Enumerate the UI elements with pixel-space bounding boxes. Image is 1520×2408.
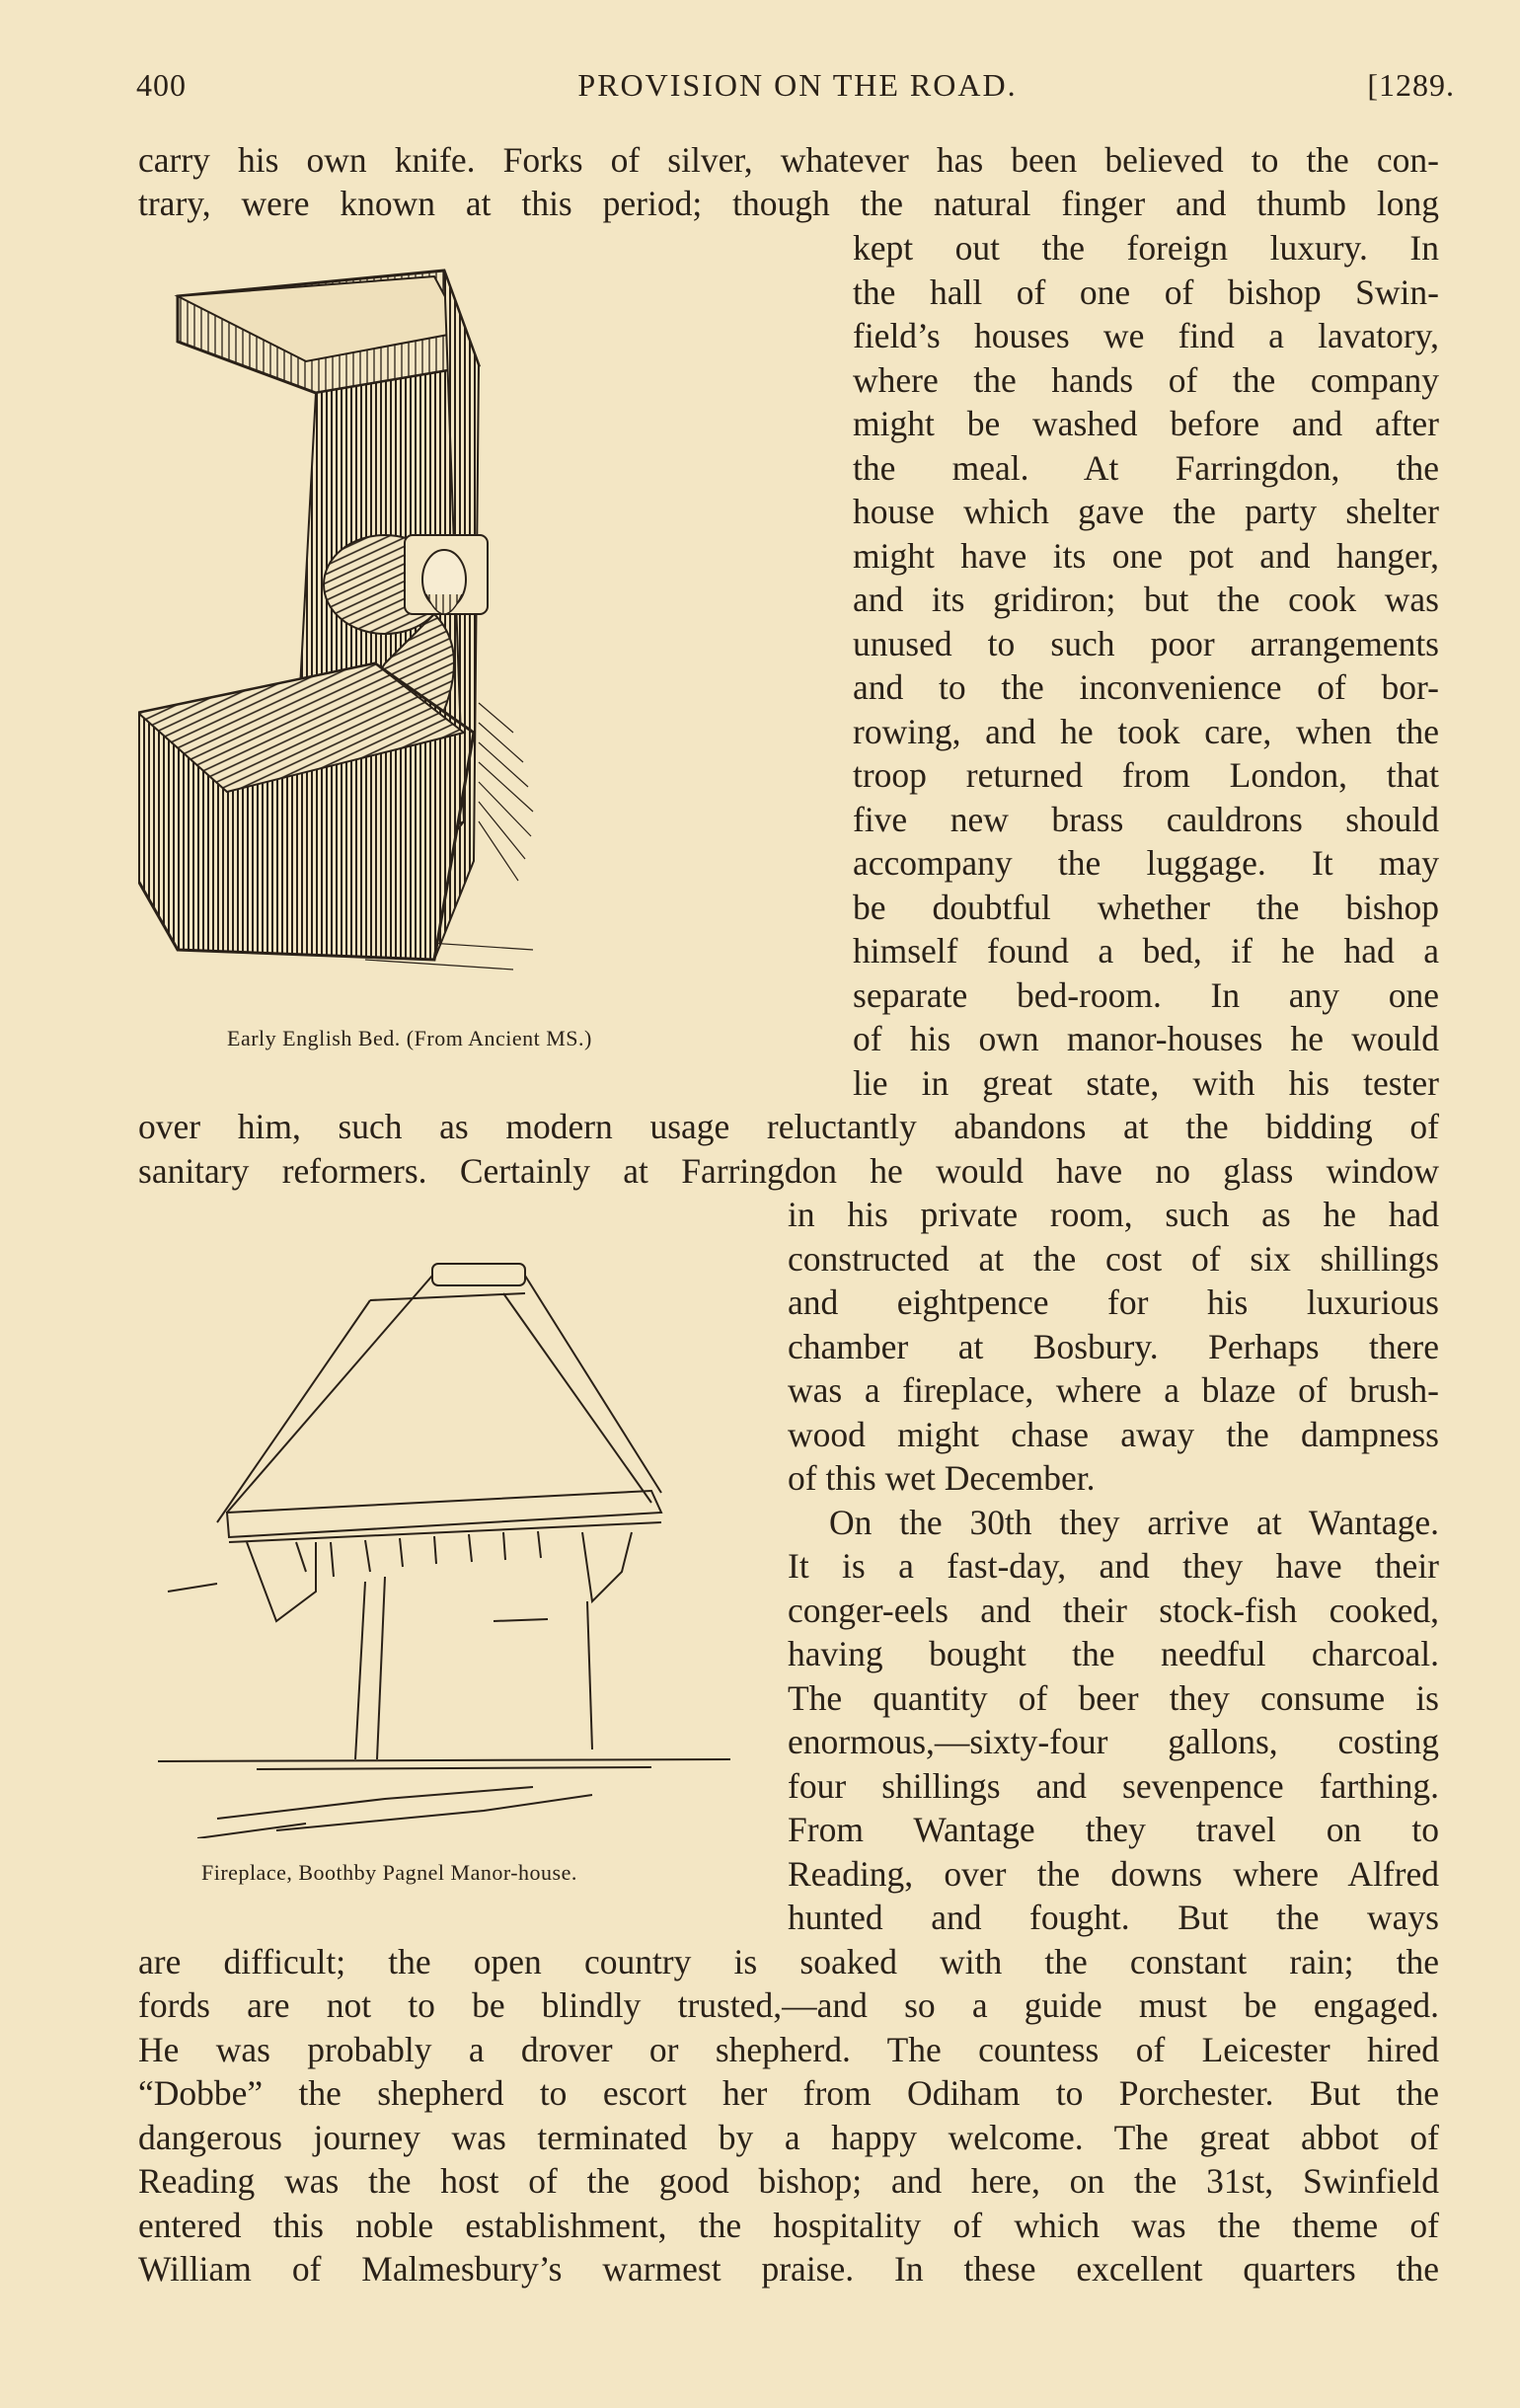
text-line: From Wantage they travel on to xyxy=(788,1810,1439,1849)
text-line: are difficult; the open country is soaked with the constant rain; the xyxy=(138,1942,1439,1981)
fireplace-caption: Fireplace, Boothby Pagnel Manor-house. xyxy=(201,1860,577,1885)
running-header xyxy=(136,67,1459,111)
page-number: 400 xyxy=(136,67,187,103)
text-line: field’s houses we find a lavatory, xyxy=(853,316,1439,355)
text-line: and to the inconvenience of bor- xyxy=(853,667,1439,707)
bed-illustration xyxy=(138,269,809,999)
text-line: carry his own knife. Forks of silver, whatever has been believed to the con- xyxy=(138,140,1439,180)
bed-engraving-icon xyxy=(138,269,809,999)
text-line: rowing, and he took care, when the xyxy=(853,712,1439,751)
text-line: kept out the foreign luxury. In xyxy=(853,228,1439,268)
fireplace-illustration xyxy=(158,1246,750,1838)
text-line: was a fireplace, where a blaze of brush- xyxy=(788,1370,1439,1410)
text-line: enormous,—sixty-four gallons, costing xyxy=(788,1722,1439,1761)
text-line: fords are not to be blindly trusted,—and so a guide must be engaged. xyxy=(138,1985,1439,2025)
text-line: be doubtful whether the bishop xyxy=(853,888,1439,927)
text-line: house which gave the party shelter xyxy=(853,492,1439,531)
text-line: himself found a bed, if he had a xyxy=(853,931,1439,971)
text-line: and eightpence for his luxurious xyxy=(788,1282,1439,1322)
text-line: five new brass cauldrons should xyxy=(853,800,1439,839)
text-line: dangerous journey was terminated by a happy welcome. The great abbot of xyxy=(138,2118,1439,2157)
text-line: Reading was the host of the good bishop; and here, on the 31st, Swinfield xyxy=(138,2161,1439,2201)
text-line: hunted and fought. But the ways xyxy=(788,1898,1439,1937)
text-line: sanitary reformers. Certainly at Farringdon he would have no glass window xyxy=(138,1151,1439,1191)
text-line: accompany the luggage. It may xyxy=(853,843,1439,883)
text-line: might be washed before and after xyxy=(853,404,1439,443)
text-line: “Dobbe” the shepherd to escort her from Odiham to Porchester. But the xyxy=(138,2073,1439,2113)
bed-caption: Early English Bed. (From Ancient MS.) xyxy=(227,1026,592,1050)
text-line: might have its one pot and hanger, xyxy=(853,536,1439,576)
text-line: chamber at Bosbury. Perhaps there xyxy=(788,1327,1439,1366)
text-line: four shillings and sevenpence farthing. xyxy=(788,1766,1439,1806)
text-line: and its gridiron; but the cook was xyxy=(853,580,1439,619)
text-line: over him, such as modern usage reluctantly abandons at the bidding of xyxy=(138,1107,1439,1146)
text-line: the meal. At Farringdon, the xyxy=(853,448,1439,488)
text-line: troop returned from London, that xyxy=(853,755,1439,795)
text-line: trary, were known at this period; though the natural finger and thumb long xyxy=(138,184,1439,223)
text-line: entered this noble establishment, the hospitality of which was the theme of xyxy=(138,2206,1439,2245)
text-line: wood might chase away the dampness xyxy=(788,1415,1439,1454)
year-marker: [1289. xyxy=(1367,67,1455,103)
text-line: constructed at the cost of six shillings xyxy=(788,1239,1439,1279)
text-line: The quantity of beer they consume is xyxy=(788,1678,1439,1718)
fireplace-engraving-icon xyxy=(158,1246,750,1838)
text-line: having bought the needful charcoal. xyxy=(788,1634,1439,1673)
text-line: separate bed-room. In any one xyxy=(853,975,1439,1015)
text-line: of this wet December. xyxy=(788,1458,1096,1498)
text-line: conger-eels and their stock-fish cooked, xyxy=(788,1591,1439,1630)
text-line: It is a fast-day, and they have their xyxy=(788,1546,1439,1586)
running-title: PROVISION ON THE ROAD. xyxy=(577,67,1018,103)
text-line: William of Malmesbury’s warmest praise. In these excellent quarters the xyxy=(138,2249,1439,2289)
text-line: He was probably a drover or shepherd. The countess of Leicester hired xyxy=(138,2030,1439,2069)
text-line: Reading, over the downs where Alfred xyxy=(788,1854,1439,1894)
text-line: lie in great state, with his tester xyxy=(853,1063,1439,1103)
text-line: the hall of one of bishop Swin- xyxy=(853,272,1439,312)
text-line: where the hands of the company xyxy=(853,360,1439,400)
text-line: in his private room, such as he had xyxy=(788,1195,1439,1234)
text-line: of his own manor-houses he would xyxy=(853,1019,1439,1058)
text-line: On the 30th they arrive at Wantage. xyxy=(829,1503,1439,1542)
text-line: unused to such poor arrangements xyxy=(853,624,1439,663)
